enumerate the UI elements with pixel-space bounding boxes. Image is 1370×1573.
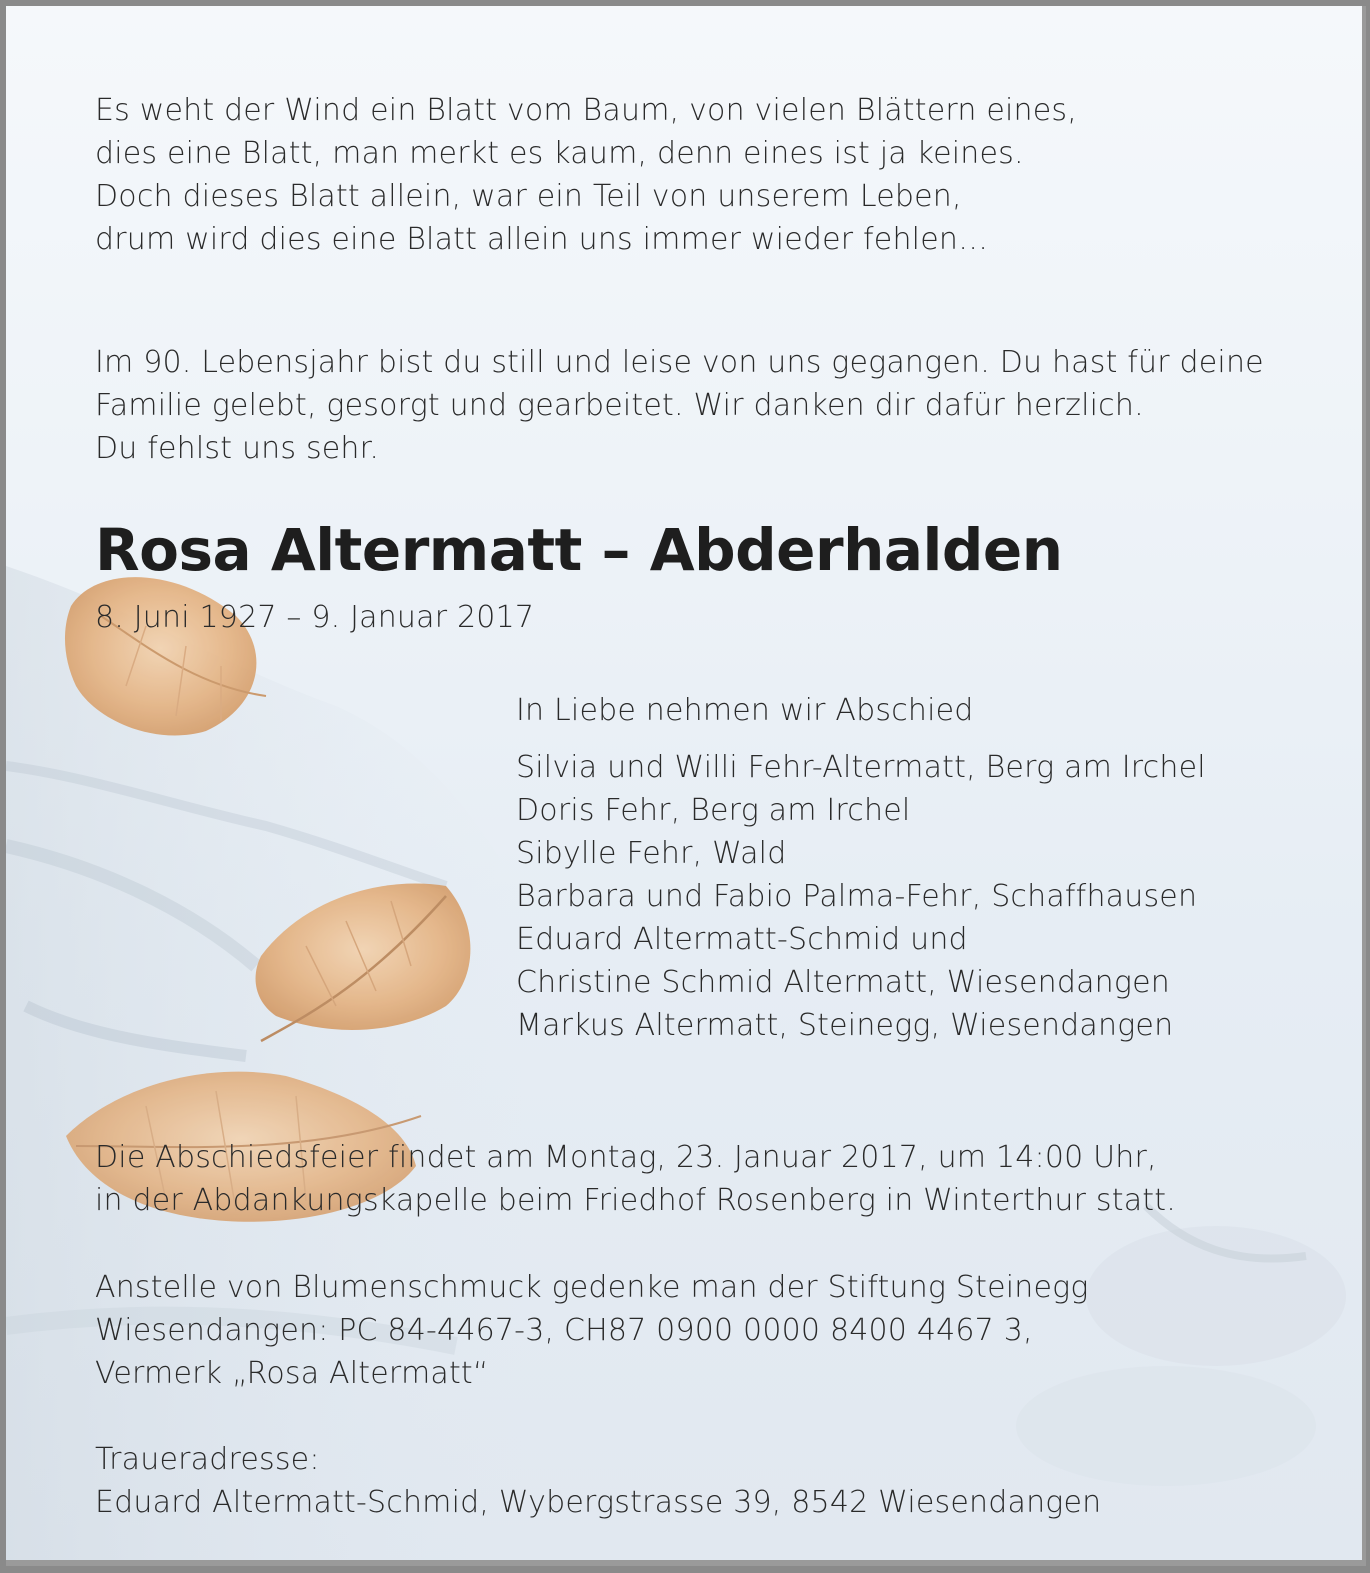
intro-line: Du fehlst uns sehr. (95, 431, 380, 466)
address-label: Traueradresse: (95, 1442, 320, 1477)
life-dates-text: 8. Juni 1927 – 9. Januar 2017 (95, 600, 535, 635)
mourning-address (95, 1438, 1101, 1524)
donation-line: Vermerk „Rosa Altermatt“ (95, 1356, 489, 1391)
donation-info (95, 1266, 1089, 1395)
ceremony-info (95, 1136, 1176, 1222)
poem-line: drum wird dies eine Blatt allein uns immer wieder fehlen… (95, 222, 989, 257)
water-texture (6, 566, 526, 1560)
list-item: Sibylle Fehr, Wald (516, 836, 787, 871)
address-value: Eduard Altermatt-Schmid, Wybergstrasse 39, 8542 Wiesendangen (95, 1485, 1102, 1520)
deceased-name: Rosa Altermatt – Abderhalden (95, 516, 1063, 584)
donation-line: Wiesendangen: PC 84-4467-3, CH87 0900 0000 8400 4467 3, (95, 1313, 1033, 1348)
obituary-card (6, 6, 1366, 1566)
ceremony-line: Die Abschiedsfeier findet am Montag, 23. Januar 2017, um 14:00 Uhr, (95, 1140, 1157, 1175)
list-item: Barbara und Fabio Palma-Fehr, Schaffhausen (516, 879, 1198, 914)
poem-line: Doch dieses Blatt allein, war ein Teil von unserem Leben, (95, 179, 962, 214)
life-dates (95, 596, 534, 639)
list-item: Markus Altermatt, Steinegg, Wiesendangen (516, 1008, 1174, 1043)
ceremony-line: in der Abdankungskapelle beim Friedhof Rosenberg in Winterthur statt. (95, 1183, 1176, 1218)
list-item: Eduard Altermatt-Schmid und (516, 922, 968, 957)
poem-line: dies eine Blatt, man merkt es kaum, denn eines ist ja keines. (95, 136, 1024, 171)
farewell-text: In Liebe nehmen wir Abschied (516, 693, 974, 728)
intro-line: Im 90. Lebensjahr bist du still und leise von uns gegangen. Du hast für deine (95, 345, 1264, 380)
list-item: Silvia und Willi Fehr-Altermatt, Berg am Irchel (516, 750, 1206, 785)
list-item: Doris Fehr, Berg am Irchel (516, 793, 911, 828)
poem (95, 89, 1077, 261)
farewell-heading (516, 689, 974, 732)
intro-text (95, 341, 1264, 470)
donation-line: Anstelle von Blumenschmuck gedenke man der Stiftung Steinegg (95, 1270, 1089, 1305)
intro-line: Familie gelebt, gesorgt und gearbeitet. Wir danken dir dafür herzlich. (95, 388, 1144, 423)
mourners-list (516, 746, 1206, 1047)
list-item: Christine Schmid Altermatt, Wiesendangen (516, 965, 1170, 1000)
poem-line: Es weht der Wind ein Blatt vom Baum, von vielen Blättern eines, (95, 93, 1077, 128)
